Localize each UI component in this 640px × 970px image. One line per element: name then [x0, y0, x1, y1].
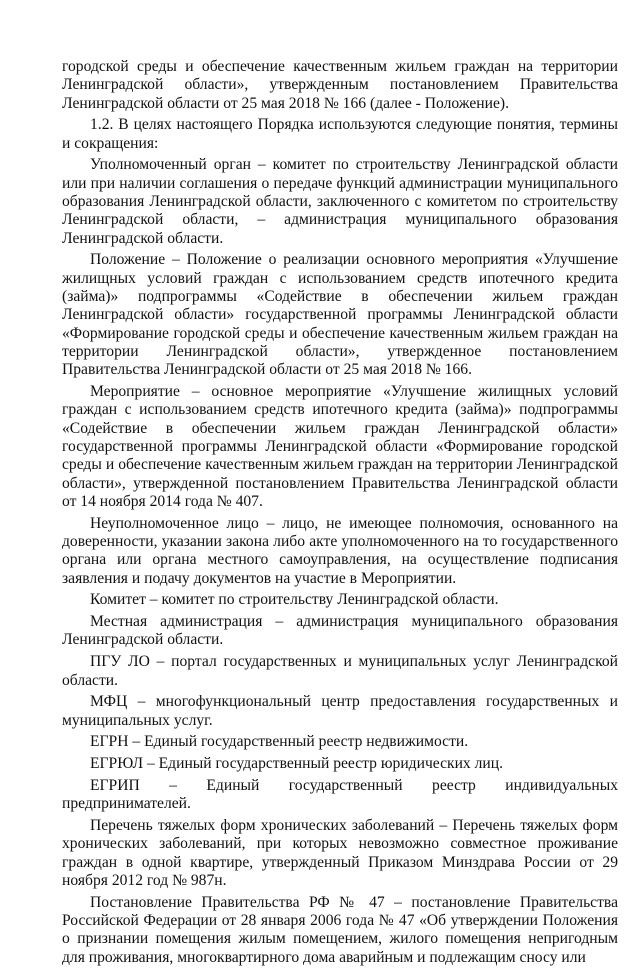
paragraph-definition-authorized-body: Уполномоченный орган – комитет по строительству Ленинградской области или при наличии соглашения о передаче функций администрации муниципального образования Ленинградской области, заключенного с комитетом по строительству Ленинградской области, – администрация муниципального образования Ленинградской области. [62, 156, 618, 247]
paragraph-definition-egrip: ЕГРИП – Единый государственный реестр индивидуальных предпринимателей. [62, 776, 618, 813]
paragraph-definition-local-administration: Местная администрация – администрация муниципального образования Ленинградской области. [62, 613, 618, 649]
paragraph-definition-egrn: ЕГРН – Единый государственный реестр недвижимости. [90, 733, 469, 751]
paragraph-definition-government-decree-47: Постановление Правительства РФ № 47 – постановление Правительства Российской Федерации от 28 января 2006 года № 47 «Об утверждении Положения о признании помещения жилым помещением, жилого помещения непригодным для проживания, многоквартирного дома аварийным и подлежащим сносу или [62, 893, 618, 966]
paragraph-intro-continuation: городской среды и обеспечение качественным жильем граждан на территории Ленинградской области», утвержденным постановлением Правительства Ленинградской области от 25 мая 2018 № 166 (далее - Положение). [62, 58, 618, 112]
paragraph-definition-committee: Комитет – комитет по строительству Ленинградской области. [90, 591, 499, 609]
paragraph-definition-regulation: Положение – Положение о реализации основного мероприятия «Улучшение жилищных условий граждан с использованием средств ипотечного кредита (займа)» подпрограммы «Содействие в обеспечении жильем граждан Ленинградской области» государственной программы Ленинградской области «Формирование городской среды и обеспечение качественным жильем граждан на территории Ленинградской области», утвержденное постановлением Правительства Ленинградской области от 25 мая 2018 № 166. [62, 251, 618, 379]
paragraph-section-1-2: 1.2. В целях настоящего Порядка используются следующие понятия, термины и сокращения: [62, 116, 618, 152]
paragraph-definition-egrul: ЕГРЮЛ – Единый государственный реестр юридических лиц. [90, 755, 503, 773]
paragraph-definition-chronic-diseases-list: Перечень тяжелых форм хронических заболеваний – Перечень тяжелых форм хронических заболеваний, при которых невозможно совместное проживание граждан в одной квартире, утвержденный Приказом Минздрава России от 29 ноября 2012 год № 987н. [62, 817, 618, 889]
paragraph-definition-mfc: МФЦ – многофункциональный центр предоставления государственных и муниципальных услуг. [62, 693, 618, 729]
document-page [62, 58, 618, 970]
paragraph-definition-unauthorized-person: Неуполномоченное лицо – лицо, не имеющее полномочия, основанного на доверенности, указании закона либо акте уполномоченного на то государственного органа или органа местного самоуправления, на осуществление подписания заявления и подачу документов на участие в Мероприятии. [62, 514, 618, 587]
paragraph-definition-measure: Мероприятие – основное мероприятие «Улучшение жилищных условий граждан с использованием средств ипотечного кредита (займа)» подпрограммы «Содействие в обеспечении жильем граждан Ленинградской области» государственной программы Ленинградской области «Формирование городской среды и обеспечение качественным жильем граждан на территории Ленинградской области», утвержденной постановлением Правительства Ленинградской области от 14 ноября 2014 года № 407. [62, 383, 618, 510]
paragraph-definition-pgu-lo: ПГУ ЛО – портал государственных и муниципальных услуг Ленинградской области. [62, 653, 618, 689]
